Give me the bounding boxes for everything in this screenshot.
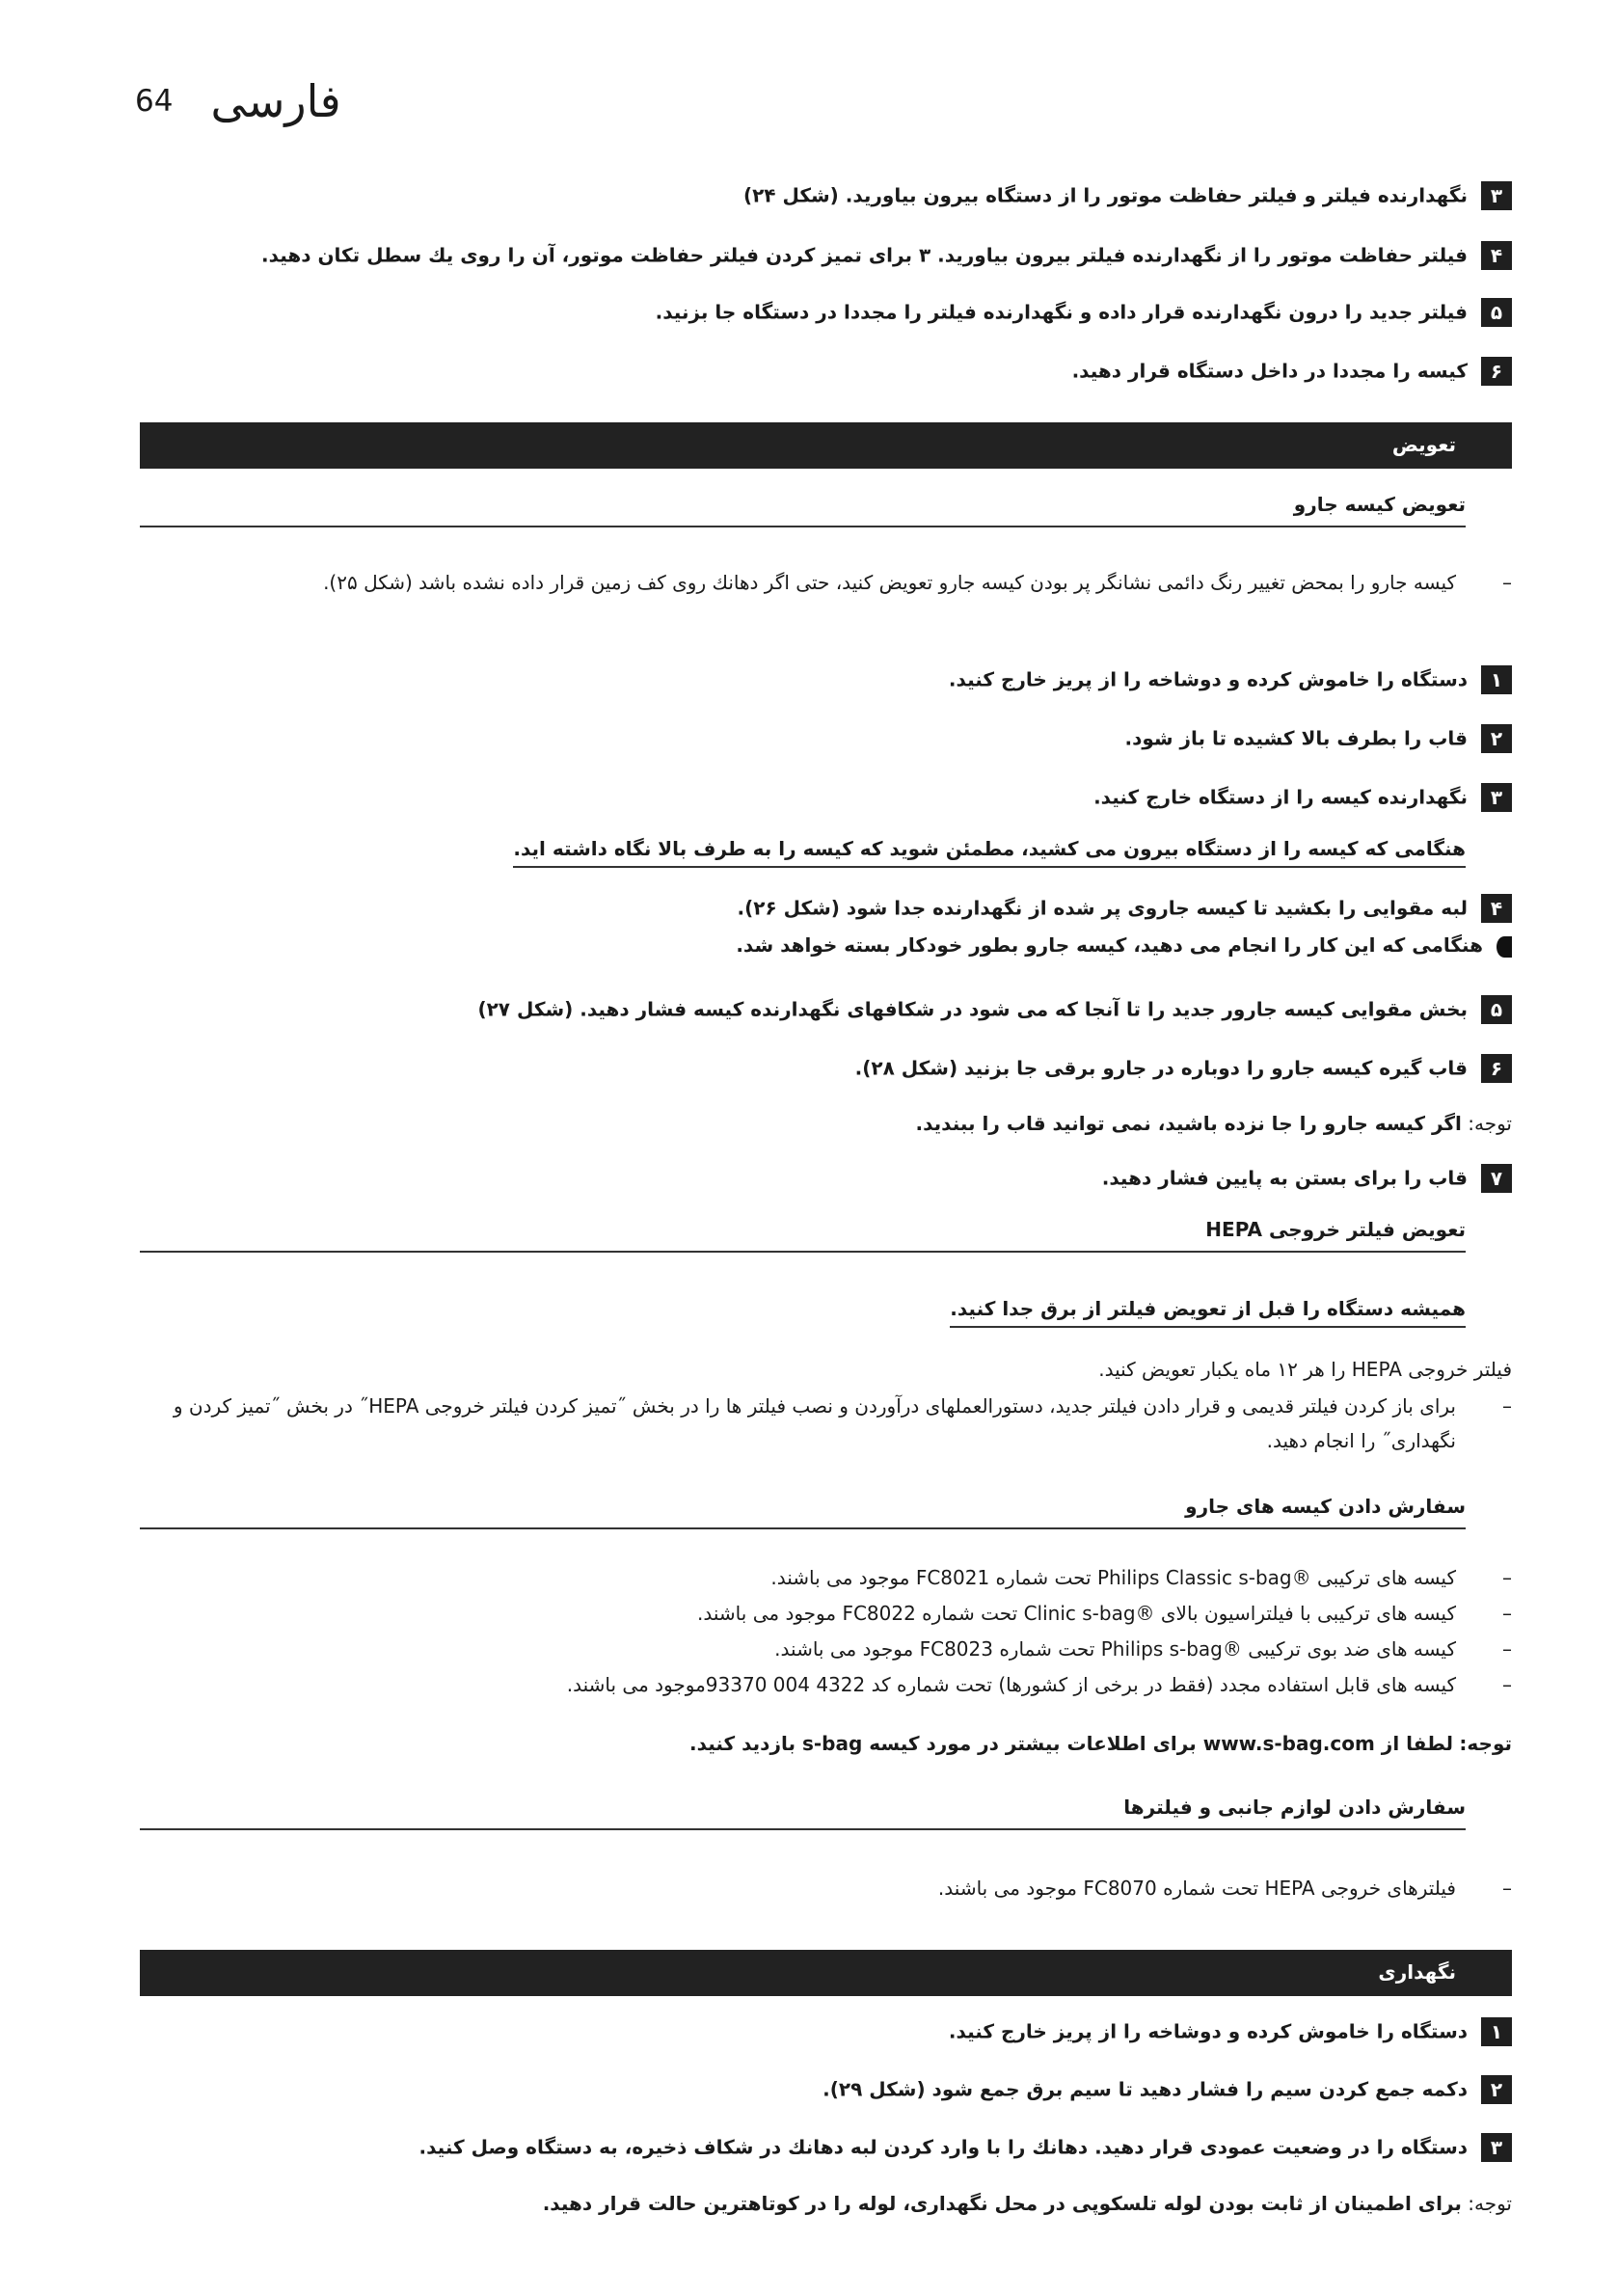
step-text: قاب گیره کیسه جارو را دوباره در جارو برقی جا بزنید (شکل ۲۸). (854, 1056, 1468, 1080)
section-band-storage (140, 1950, 1512, 1996)
page-number: 64 (135, 84, 174, 119)
dash: – (1502, 1673, 1512, 1696)
bag-step-6 (66, 1052, 1512, 1083)
storage-step-1 (66, 2015, 1512, 2046)
order-bag-item (133, 1596, 1512, 1631)
bullet-text: کیسه های قابل استفاده مجدد (فقط در برخی از کشورها) تحت شماره کد 4322 004 93370موجود می باشند. (566, 1673, 1456, 1696)
dash: – (1502, 571, 1512, 594)
bag-step-2 (66, 722, 1512, 753)
bag-replace-bullet (133, 565, 1512, 600)
order-bag-item (133, 1632, 1512, 1666)
bullet-text: فیلترهای خروجی HEPA تحت شماره FC8070 موجود می باشند. (937, 1877, 1456, 1900)
step-text: دکمه جمع کردن سیم را فشار دهید تا سیم برق جمع شود (شکل ۲۹). (822, 2077, 1468, 2101)
step-6-top (66, 355, 1512, 386)
note-label: توجه: (1468, 2192, 1512, 2215)
step-text: قاب را بطرف بالا کشیده تا باز شود. (1124, 726, 1468, 750)
step-text: فیلتر جدید را درون نگهدارنده قرار داده و نگهدارنده فیلتر را مجددا در دستگاه جا بزنید. (655, 300, 1468, 324)
dash: – (1502, 1877, 1512, 1900)
step-text: فیلتر حفاظت موتور را از نگهدارنده فیلتر بیرون بیاورید. ۳ برای تمیز کردن فیلتر حفاظت موتور، آن را روی یك سطل تكان دهید. (261, 243, 1468, 267)
section-title: نگهداری (1378, 1960, 1456, 1984)
step-number: ۷ (1481, 1164, 1512, 1193)
bullet-text: کیسه های ترکیبی با فیلتراسیون بالای ®Clinic s-bag تحت شماره FC8022 موجود می باشند. (697, 1602, 1456, 1625)
note-label: توجه: (1459, 1732, 1512, 1755)
bullet-text: برای باز کردن فیلتر قدیمی و قرار دادن فیلتر جدید، دستورالعملهای درآوردن و نصب فیلتر ها را در بخش ˝تمیز کردن فیلتر خروجی HEPA˝ در بخش ˝تمیز کردن و نگهداری˝ را انجام دهید. (173, 1394, 1456, 1452)
note-text: لطفا از www.s-bag.com برای اطلاعات بیشتر در مورد کیسه s-bag بازدید کنید. (689, 1732, 1454, 1755)
step-text: نگهدارنده کیسه را از دستگاه خارج کنید. (1093, 785, 1468, 809)
step-number: ۳ (1481, 783, 1512, 812)
order-bags-heading: سفارش دادن کیسه های جارو (140, 1495, 1466, 1529)
step-text: بخش مقوایی کیسه جارور جدید را تا آنجا که می شود در شکافهای نگهدارنده کیسه فشار دهید. (شکل ۲۷) (477, 997, 1468, 1021)
step-number: ۳ (1481, 181, 1512, 210)
bag-step-4-info (133, 931, 1512, 959)
sbag-note (66, 1729, 1512, 1758)
storage-step-2 (66, 2073, 1512, 2104)
bag-step-1 (66, 663, 1512, 694)
step-number: ۶ (1481, 1054, 1512, 1083)
step-text: دستگاه را در وضعیت عمودی قرار دهید. دهانك را با وارد كردن لبه دهانك در شكاف ذخیره، به دستگاه وصل كنید. (418, 2135, 1468, 2159)
order-bag-item (133, 1560, 1512, 1595)
storage-note (66, 2189, 1512, 2218)
step-text: قاب را برای بستن به پایین فشار دهید. (1101, 1166, 1468, 1190)
storage-step-3 (66, 2131, 1512, 2162)
dash: – (1502, 1394, 1512, 1418)
step-number: ۵ (1481, 995, 1512, 1024)
accessories-bullet (133, 1871, 1512, 1905)
note-text: اگر کیسه جارو را جا نزده باشید، نمی توانید قاب را ببندید. (915, 1112, 1462, 1135)
bag-step-7 (66, 1162, 1512, 1193)
step-number: ۵ (1481, 298, 1512, 327)
bullet-text: کیسه های ضد بوی ترکیبی ®Philips s-bag تحت شماره FC8023 موجود می باشند. (774, 1637, 1456, 1661)
bag-step-5 (66, 993, 1512, 1024)
step-number: ۲ (1481, 724, 1512, 753)
info-icon (1497, 936, 1512, 958)
dash: – (1502, 1637, 1512, 1661)
bag-warning: هنگامی که کیسه را از دستگاه بیرون می کشید، مطمئن شوید که کیسه را به طرف بالا نگاه داشته اید. (513, 837, 1466, 868)
step-text: لبه مقوایی را بکشید تا کیسه جاروی پر شده از نگهدارنده جدا شود (شکل ۲۶). (737, 896, 1468, 920)
step-number: ۱ (1481, 665, 1512, 694)
step-number: ۴ (1481, 894, 1512, 923)
hepa-heading: تعویض فیلتر خروجی HEPA (140, 1218, 1466, 1253)
step-number: ۳ (1481, 2133, 1512, 2162)
step-number: ۴ (1481, 241, 1512, 270)
info-text: هنگامی که این کار را انجام می دهید، کیسه جارو بطور خودکار بسته خواهد شد. (736, 933, 1483, 957)
bullet-text: کیسه های ترکیبی ®Philips Classic s-bag تحت شماره FC8021 موجود می باشند. (770, 1566, 1456, 1589)
bullet-text: کیسه جارو را بمحض تغییر رنگ دائمی نشانگر پر بودن کیسه جارو تعویض کنید، حتی اگر دهانك روی كف زمین قرار داده نشده باشد (شکل ۲۵). (323, 571, 1456, 594)
step-number: ۱ (1481, 2017, 1512, 2046)
bag-step-3 (66, 781, 1512, 812)
step-number: ۲ (1481, 2075, 1512, 2104)
accessories-heading: سفارش دادن لوازم جانبی و فیلترها (140, 1796, 1466, 1830)
step-text: دستگاه را خاموش کرده و دوشاخه را از پریز خارج کنید. (948, 667, 1468, 691)
step-5-top (66, 296, 1512, 327)
note-label: توجه: (1468, 1112, 1512, 1135)
step-3-top (66, 179, 1512, 210)
hepa-warning: همیشه دستگاه را قبل از تعویض فیلتر از برق جدا کنید. (950, 1297, 1466, 1328)
step-text: نگهدارنده فیلتر و فیلتر حفاظت موتور را از دستگاه بیرون بیاورید. (شکل ۲۴) (742, 183, 1468, 207)
page-header (135, 75, 341, 127)
bag-replace-heading: تعویض کیسه جارو (140, 493, 1466, 527)
step-4-top (66, 239, 1512, 270)
section-title: تعویض (1391, 433, 1456, 456)
step-text: کیسه را مجددا در داخل دستگاه قرار دهید. (1071, 359, 1468, 383)
order-bag-item (133, 1667, 1512, 1702)
language-title: فارسی (210, 75, 341, 127)
note-text: برای اطمینان از ثابت بودن لوله تلسكوپی در محل نگهداری، لوله را در كوتاهترین حالت قرار دهید. (542, 2192, 1462, 2215)
step-text: دستگاه را خاموش کرده و دوشاخه را از پریز خارج کنید. (948, 2019, 1468, 2043)
hepa-bullet (133, 1389, 1512, 1458)
section-band-replacement (140, 422, 1512, 469)
hepa-line: فیلتر خروجی HEPA را هر ۱۲ ماه یکبار تعویض کنید. (1098, 1358, 1512, 1381)
step-number: ۶ (1481, 357, 1512, 386)
dash: – (1502, 1566, 1512, 1589)
dash: – (1502, 1602, 1512, 1625)
bag-note (66, 1109, 1512, 1138)
bag-step-4 (66, 892, 1512, 923)
